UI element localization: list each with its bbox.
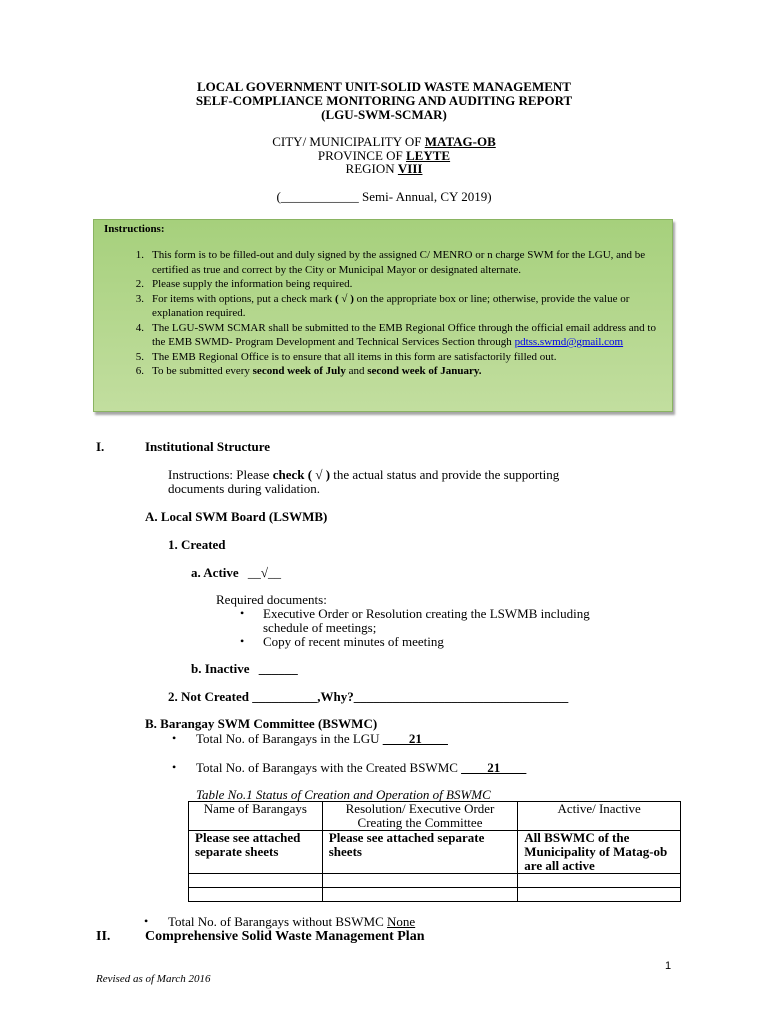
total-barangays-value[interactable]: ____21____ [382,731,448,746]
table-row [189,874,681,888]
active-line [191,565,281,581]
without-bswmc-value[interactable]: None [387,914,416,929]
required-doc-1: Executive Order or Resolution creating the LSWMB including [263,606,590,621]
province-name: LEYTE [406,148,451,163]
table-row [189,888,681,902]
bswmc-heading: B. Barangay SWM Committee (BSWMC) [145,716,378,731]
report-title-line2: SELF-COMPLIANCE MONITORING AND AUDITING REPORT [195,93,573,108]
not-created-line[interactable]: 2. Not Created __________,Why?_________________________________ [168,689,569,704]
region-name: VIII [397,161,423,176]
with-bswmc-line: Total No. of Barangays with the Created BSWMC ____21____ [196,760,527,775]
instructions-title: Instructions: [104,223,165,235]
without-bswmc-line: Total No. of Barangays without BSWMC None [168,914,416,929]
report-title-line1: LOCAL GOVERNMENT UNIT-SOLID WASTE MANAGEMENT [197,79,571,94]
table-cell[interactable] [189,874,323,888]
instruction-item: 2. Please supply the information being required. [135,278,353,290]
total-barangays-line: Total No. of Barangays in the LGU ____21____ [196,731,448,746]
instruction-item: 3. For items with options, put a check mark ( √ ) on the appropriate box or line; otherwise, provide the value or explanation required. [135,292,630,319]
bullet-icon: • [144,914,149,928]
instructions-list [124,248,664,379]
table-cell[interactable]: All BSWMC of the Municipality of Matag-ob are all active [518,831,681,874]
required-docs-label: Required documents: [216,592,327,607]
instruction-item: 5. The EMB Regional Office is to ensure that all items in this form are satisfactorily filled out. [135,350,557,363]
table-header-cell: Active/ Inactive [518,802,681,831]
table-header-row [189,802,681,831]
page-number: 1 [665,960,672,972]
bullet-icon: • [172,760,177,774]
city-name: MATAG-OB [424,134,496,149]
table-cell[interactable] [322,888,518,902]
bullet-icon: • [240,634,245,648]
bullet-icon: • [240,606,245,620]
instruction-item: 1. This form is to be filled-out and duly signed by the assigned C/ MENRO or n charge SWM for the LGU, and be certified as true and correct by the City or Municipal Mayor or designated alternate. [135,249,646,276]
table-row [189,831,681,874]
report-period: (____________ Semi- Annual, CY 2019) [276,189,492,204]
inactive-label: b. Inactive [191,661,250,676]
instruction-item: 6. To be submitted every second week of July and second week of January. [135,365,482,377]
table-header-cell: Name of Barangays [189,802,323,831]
bullet-icon: • [172,731,177,745]
with-bswmc-value[interactable]: ____21____ [461,760,527,775]
section-1-instructions-line2: documents during validation. [168,481,321,496]
table-header-cell: Resolution/ Executive Order Creating the Committee [322,802,518,831]
active-label: a. Active [191,565,239,580]
table-cell[interactable] [518,888,681,902]
required-doc-1-cont: schedule of meetings; [263,620,377,635]
table-cell[interactable] [518,874,681,888]
inactive-check-field[interactable]: ______ [258,661,298,676]
city-prefix: CITY/ MUNICIPALITY OF [272,134,425,149]
section-1-numeral: I. [96,439,105,454]
email-link[interactable]: pdtss.swmd@gmail.com [514,336,624,348]
province-prefix: PROVINCE OF [317,148,407,163]
table-caption: Table No.1 Status of Creation and Operation of BSWMC [196,787,491,802]
region-line [0,161,768,177]
created-label: 1. Created [168,537,226,552]
section-1-title: Institutional Structure [145,439,271,454]
instructions-box [93,219,673,412]
instruction-item: 4. The LGU-SWM SCMAR shall be submitted to the EMB Regional Office through the official email address and to the EMB SWMD- Program Development and Technical Services Section through pdtss.swmd@gmail.com [135,321,656,348]
report-title-line3: (LGU-SWM-SCMAR) [321,107,447,122]
table-cell[interactable]: Please see attached separate sheets [322,831,518,874]
lswmb-heading: A. Local SWM Board (LSWMB) [145,509,328,524]
active-check-field[interactable]: __√__ [247,565,282,580]
section-1-instructions: Instructions: Please check ( √ ) the actual status and provide the supporting [168,467,560,482]
section-2-title: Comprehensive Solid Waste Management Plan [145,929,425,944]
required-doc-2: Copy of recent minutes of meeting [263,634,444,649]
revised-note: Revised as of March 2016 [96,973,211,985]
region-prefix: REGION [345,161,398,176]
table-cell[interactable]: Please see attached separate sheets [189,831,323,874]
section-2-numeral: II. [96,929,111,944]
table-cell[interactable] [322,874,518,888]
inactive-line [191,661,298,677]
bswmc-table [188,801,681,902]
table-cell[interactable] [189,888,323,902]
